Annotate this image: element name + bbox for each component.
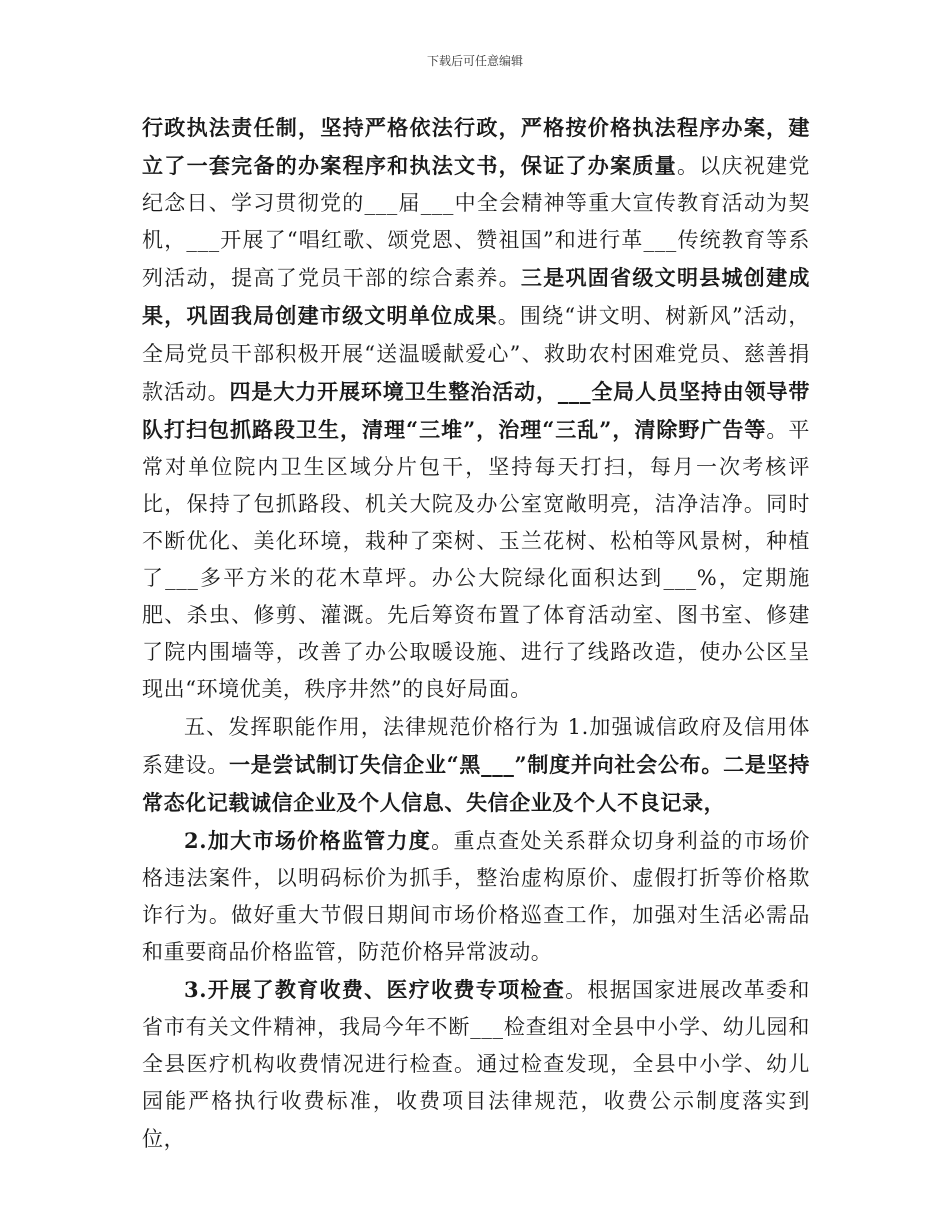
- paragraph-3: [142, 822, 810, 971]
- page-header: 下载后可任意编辑: [426, 54, 523, 68]
- bold-run: 行政执法责任制，坚持严格依法行政，严格按价格执法程序办案，建立了一套完备的办案程序和执法文书，保证了办案质量: [142, 115, 810, 179]
- text-run: 。以庆祝建党纪念日、学习贯彻党的___届___中全会精神等重大宣传教育活动为契机，___开展了“唱红歌、颂党恩、赞祖国”和进行革___传统教育等系列活动，提高了党员干部的综合素养。: [142, 154, 810, 291]
- paragraph-4: [142, 971, 810, 1157]
- bold-run: 一是尝试制订失信企业“黑___”制度并向社会公布。二是坚持常态化记载诚信企业及个人信息、失信企业及个人不良记录，: [142, 751, 810, 815]
- text-run: 。平常对单位院内卫生区域分片包干，坚持每天打扫，每月一次考核评比，保持了包抓路段、机关大院及办公室宽敞明亮，洁净洁净。同时不断优化、美化环境，栽种了栾树、玉兰花树、松柏等风景树，种植了___多平方米的花木草坪。办公大院绿化面积达到___%，定期施肥、杀虫、修剪、灌溉。先后筹资布置了体育活动室、图书室、修建了院内围墙等，改善了办公取暖设施、进行了线路改造，使办公区呈现出“环境优美，秩序井然”的良好局面。: [142, 417, 810, 702]
- bold-run: 3.开展了教育收费、医疗收费专项检查: [184, 977, 566, 1003]
- text-run: 五、发挥职能作用，法律规范价格行为 1.加强诚信政府及信用体系建设。: [142, 714, 810, 777]
- bold-run: 2.加大市场价格监管力度: [184, 827, 432, 853]
- paragraph-2: [142, 709, 810, 822]
- text-run: 。重点查处关系群众切身利益的市场价格违法案件，以明码标价为抓手，整治虚构原价、虚假打折等价格欺诈行为。做好重大节假日期间市场价格巡查工作，加强对生活必需品和重要商品价格监管，防范价格异常波动。: [142, 828, 810, 965]
- text-run: 。围绕“讲文明、树新风”活动，全局党员干部积极开展“送温暖献爱心”、救助农村困难党员、慈善捐款活动。: [142, 304, 810, 404]
- paragraph-1: [142, 109, 810, 709]
- text-run: 。根据国家进展改革委和省市有关文件精神，我局今年不断___检查组对全县中小学、幼儿园和全县医疗机构收费情况进行检查。通过检查发现，全县中小学、幼儿园能严格执行收费标准，收费项目法律规范，收费公示制度落实到位，: [142, 978, 810, 1151]
- document-body: [142, 109, 810, 1158]
- bold-run: 三是巩固省级文明县城创建成果，巩固我局创建市级文明单位成果: [142, 265, 810, 329]
- bold-run: 四是大力开展环境卫生整治活动，___全局人员坚持由领导带队打扫包抓路段卫生，清理“三堆”，治理“三乱”，清除野广告等: [142, 378, 810, 442]
